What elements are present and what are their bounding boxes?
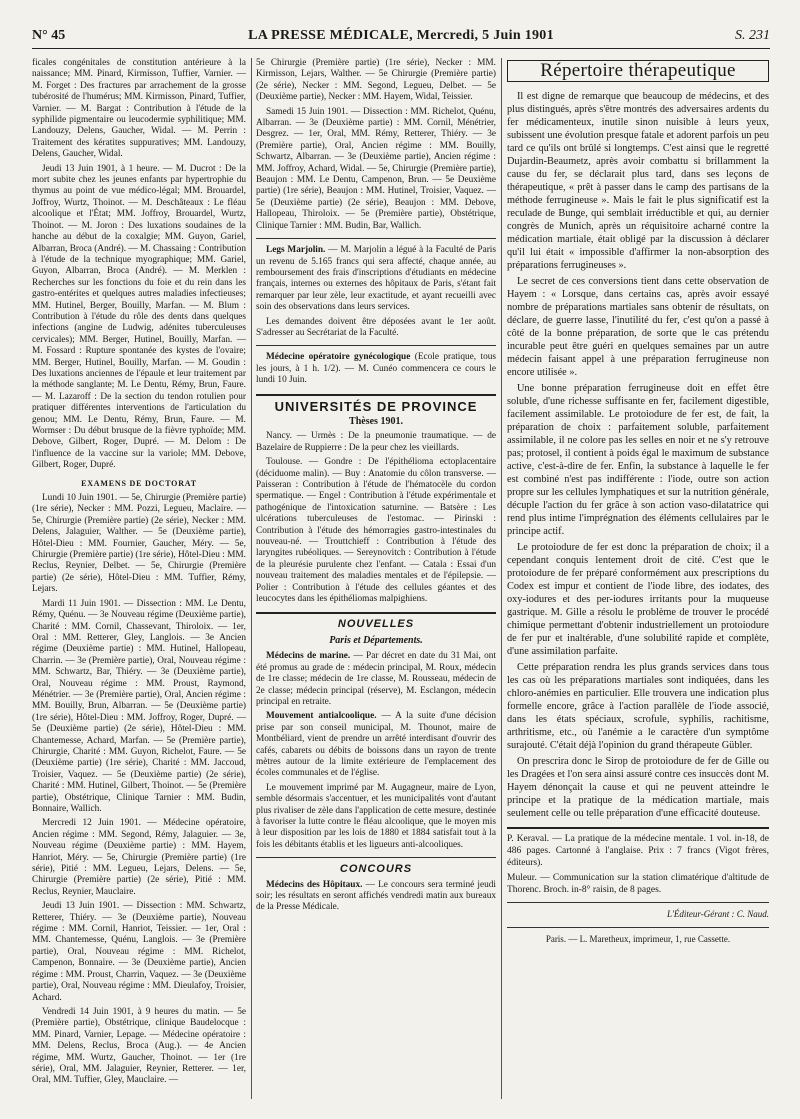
repertoire-para-5: Cette préparation rendra les plus grands services dans tous les cas où les préparations martiales sont indiquées, dans les chloro-anémies en particulier. Elle trouvera une indication plus formelle encore, grâce à l'action parallèle de l'iode associé, dans les états spéciaux, scrofule, syphilis, rachitisme, arthritisme, etc., où l'anémie a le caractère d'un symptôme surajouté. C'était déjà l'opinion du grand thérapeute Gübler. [507, 662, 769, 752]
concours-title: Médecins des Hôpitaux. [266, 879, 363, 890]
nouvelles-heading: NOUVELLES [337, 618, 415, 631]
column-1 [32, 58, 246, 1111]
editor-signature: L'Éditeur-Gérant : C. Naud. [667, 909, 769, 920]
divider [507, 902, 769, 903]
repertoire-para-4: Le protoiodure de fer est donc la préparation de choix; il a cependant conquis lentement droit de cité. C'est que le protoiodure de fer préparé conformément aux prescriptions du Codex est impur et contient de l'iode libre, des iodates, des oxy-iodures et des per-iodures irritants pour la muqueuse gastrique. M. Gille a résolu le problème de trouver le procédé chimique permettant d'obtenir industriellement un protoiodure de fer pur et inaltérable, d'une solubilité rapide et complète, d'une assimilation parfaite. [507, 542, 769, 658]
theses-list-continued: ficales congénitales de constitution antérieure à la naissance; MM. Pinard, Kirmisson, Tuffier, Varnier. — M. Forget : Des fractures par arrachement de la grosse tubérosité de l'humérus; MM. Kirmisson, Pinard, Tuffier, Varnier. — M. Bargat : Contribution à l'étude de la syphilide pigmentaire ou leucodermie syphilitique; MM. Landouzy, Delens, Gaucher, Widal. — M. Perrin : Traitement des kératites suppuratives; MM. Landouzy, Delens, Gaucher, Widal. [32, 58, 246, 160]
medop-title: Médecine opératoire gynécologique [266, 352, 411, 363]
divider [507, 827, 769, 829]
exam-monday: Lundi 10 Juin 1901. — 5e, Chirurgie (Première partie) (1re série), Necker : MM. Pozzi, Legueu, Maclaire. — 5e, Chirurgie (Première partie) (2e série), Necker : MM. Delens, Jalaguier, Walther. — 5e (Deuxième partie), Hôtel-Dieu : MM. Fournier, Gaucher, Méry. — 5e, Chirurgie (Première partie) (1re série), Hôtel-Dieu : MM. Reclus, Reynier, Delbet. — 5e, Chirurgie (Première partie) (2e série), Hôtel-Dieu : MM. Tuffier, Rémy, Lejars. [32, 493, 246, 595]
page-header [32, 24, 770, 49]
news-marine-title: Médecins de marine. [266, 651, 351, 662]
legs-title: Legs Marjolin. [266, 245, 326, 256]
repertoire-title: Répertoire thérapeutique [507, 60, 769, 82]
column-divider-1 [251, 58, 252, 1099]
journal-title: LA PRESSE MÉDICALE, Mercredi, 5 Juin 1901 [248, 28, 554, 43]
exam-wednesday: Mercredi 12 Juin 1901. — Médecine opératoire, Ancien régime : MM. Segond, Rémy, Jalaguier. — 3e, Nouveau régime (Deuxième partie) : MM. Hayem, Hanriot, Méry. — 5e, Chirurgie (Première partie) (1re série), Pitié : MM. Legueu, Lejars, Delens. — 5e, Chirurgie (Première partie) (2e série), Pitié : MM. Reclus, Reynier, Mauclaire. [32, 818, 246, 897]
column-divider-2 [501, 58, 502, 1099]
exam-friday: Vendredi 14 Juin 1901, à 9 heures du matin. — 5e (Première partie), Obstétrique, clinique Baudelocque : MM. Pinard, Varnier, Lepage. — Médecine opératoire : MM. Delens, Reclus, Broca (Aug.). — 4e Ancien régime, MM. Wurtz, Gaucher, Thoinot. — 1er (1re série), Oral, MM. Jalaguier, Reynier, Retterer. — 1er, Oral, MM. Tuffier, Gley, Mauclaire. — [32, 1006, 246, 1086]
theses-heading: Thèses 1901. [349, 415, 403, 427]
column-2 [256, 58, 496, 1111]
divider [256, 238, 496, 239]
medop-text: (Ecole pratique, tous les jours, à 1 h. 1/2). — M. Cunéo commencera ce cours le lundi 10 Juin. [256, 352, 496, 386]
bibliography-muleur: Muleur. — Communication sur la station climatérique d'altitude de Thorenc. Broch. in-8° raisin, de 8 pages. [507, 873, 769, 895]
page-number: S. 231 [735, 28, 770, 43]
exam-continued: 5e Chirurgie (Première partie) (1re série), Necker : MM. Kirmisson, Lejars, Walther. — 5e Chirurgie (Première partie) (2e série), Necker : MM. Segond, Legueu, Delbet. — 5e (Deuxième partie), Necker : MM. Hayem, Widal, Teissier. [256, 58, 496, 103]
universites-heading: UNIVERSITÉS DE PROVINCE [274, 398, 478, 414]
news-marine-text: — Par décret en date du 31 Mai, ont été promus au grade de : médecin principal, M. Roux, médecin de 1re classe; médecin de 1re classe, M. Rousseau, médecin de 2e classe; médecin principal (réserve), M. Esclangon, médecin principal en retraite. [256, 651, 496, 707]
concours-hopitaux [256, 880, 496, 914]
column-3 [507, 58, 769, 1111]
exam-saturday: Samedi 15 Juin 1901. — Dissection : MM. Richelot, Quénu, Albarran. — 3e (Deuxième partie) : MM. Cornil, Ménétrier, Desgrez. — 1er, Oral, MM. Rémy, Retterer, Thiéry. — 3e (Première partie), Oral, Ancien régime : MM. Bouilly, Schwartz, Albarran. — 3e (Deuxième partie), Ancien régime : MM. Joffroy, Achard, Widal. — 5e, Chirurgie (Première partie), Beaujon : MM. Le Dentu, Campenon, Brun. — 5e Deuxième partie) (1re série), Beaujon : MM. Hutinel, Troisier, Vaquez. — 5e (Deuxième partie) (2e série), Beaujon : MM. Debove, Hallopeau, Thiroloix. — 5e (Première partie), Obstétrique, Clinique Tarnier : MM. Budin, Bar, Wallich. [256, 106, 496, 231]
legs-text: — M. Marjolin a légué à la Faculté de Paris un revenu de 5.165 francs qui sera affecté, chaque année, au remboursement des frais d'inscriptions d'étudiants en médecine français, internes ou externes des hôpitaux de Paris, s'étant fait remarquer par leur zèle, leur exactitude, et ayant recueilli avec soin des observations dans leurs services. [256, 245, 496, 313]
concours-text: — Le concours sera terminé jeudi soir; les résultats en seront affichés vendredi matin aux bureaux de la Presse Médicale. [256, 879, 496, 913]
theses-nancy: Nancy. — Urmès : De la pneumonie traumatique. — de Bazelaire de Ruppierre : De la peur chez les vieillards. [256, 431, 496, 453]
divider [256, 394, 496, 396]
divider [256, 345, 496, 346]
exam-section-title: EXAMENS DE DOCTORAT [81, 478, 197, 488]
divider [256, 857, 496, 858]
repertoire-para-6: On prescrira donc le Sirop de protoiodure de fer de Gille ou les Dragées et l'on sera ainsi assuré contre ces insuccès dont M. Hayem dénonçait la cause et qui ne peuvent atteindre le principe et la pratique de la médication martiale, mais seulement celle ou telle préparation d'une efficacité douteuse. [507, 756, 769, 820]
exam-thursday: Jeudi 13 Juin 1901. — Dissection : MM. Schwartz, Retterer, Thiéry. — 3e (Deuxième partie), Nouveau régime : MM. Cornil, Hanriot, Teissier. — 1er, Oral : MM. Chantemesse, Quénu, Langlois. — 3e (Première partie), Oral, Nouveau régime : MM. Richelot, Campenon, Bonnaire. — 3e (Deuxième partie), Ancien régime : MM. Proust, Charrin, Vaquez. — 3e (Deuxième partie), Oral, Nouveau régime : MM. Dieulafoy, Troisier, Achard. [32, 901, 246, 1003]
repertoire-para-3: Une bonne préparation ferrugineuse doit en effet être soluble, d'une richesse suffisante en fer, facilement digestible, facilement assimilable. Le protoiodure de fer est, de fait, la préparation de choix : parfaitement soluble, parfaitement assimilable, il ne colore pas les selles en noir et ne s'y retrouve pas; protosel, il contient à poids égal le maximum de substance active, c'est-à-dire de fer. Enfin, la substance à laquelle le fer est combiné n'est pas indifférente : l'iode, outre son action propre sur les cellules lymphatiques et sur la nutrition générale, décuple l'action du fer grâce à son action vaso-dilatatrice qui rend plus intime l'imprégnation des éléments cellulaires par le principe actif. [507, 383, 769, 538]
theses-thursday: Jeudi 13 Juin 1901, à 1 heure. — M. Ducrot : De la mort subite chez les jeunes enfants par hypertrophie du thymus au point de vue médico-légal; MM. Brouardel, Joffroy, Wurtz, Thoinot. — M. Deschâteaux : Le fléau alcoolique et l'État; MM. Joffroy, Brouardel, Wurtz, Thoinot. — M. Joron : Des luxations soudaines de la hanche au début de la coxalgie; MM. Guyon, Gariel, Albarran, Broca (André). — M. Chassaing : Contribution à l'étude de la technique myographique; MM. Gariel, Guyon, Albarran, Broca (André). — M. Merklen : Recherches sur les fonctions du foie et du rein dans les gastro-entérites et quelques autres maladies infectieuses; MM. Hutinel, Berger, Bouilly, Marfan. — M. Blum : Contribution à l'étude du rôle des dents dans quelques infections (angine de Ludwig, adénites tuberculeuses cervicales); MM. Berger, Hutinel, Bouilly, Marfan. — M. Fossard : Rupture spontanée des kystes de l'ovaire; MM. Berger, Hutinel, Bouilly, Marfan. — M. Goudin : Des luxations anciennes de l'épaule et leur traitement par la méthode sanglante; M. Le Dentu, Rémy, Brun, Faure. — M. Lazaroff : De la section du tendon rotulien pour pratiquer différentes interventions de l'articulation du genou; MM. Le Dentu, Rémy, Brun, Faure. — M. Wormser : Du début brusque de la fièvre typhoïde; MM. Debove, Gilbert, Roger, Dupré. — M. Delom : De l'influence de la vaccine sur la variole; MM. Debove, Gilbert, Roger, Dupré. [32, 163, 246, 471]
exam-tuesday: Mardi 11 Juin 1901. — Dissection : MM. Le Dentu, Rémy, Quénu. — 3e Nouveau régime (Deuxième partie), Charité : MM. Cornil, Chassevant, Thiroloix. — 1er, Oral : MM. Retterer, Gley, Langlois. — 3e Ancien régime (Deuxième partie) : MM. Hutinel, Hallopeau, Charrin. — 3e (Première partie), Oral, Nouveau régime : MM. Schwartz, Bar, Thiéry. — 3e (Deuxième partie), Oral, Nouveau régime : MM. Proust, Raymond, Ménétrier. — 3e (Première partie), Oral, Ancien régime : MM. Bouilly, Brun, Albarran. — 5e (Deuxième partie) (1re série), Hôtel-Dieu : MM. Joffroy, Roger, Dupré. — 5e (Deuxième partie) (2e série), Hôtel-Dieu : MM. Chantemesse, Achard, Marfan. — 5e (Première partie), Chirurgie, Charité : MM. Guyon, Richelot, Faure. — 5e (Deuxième partie) (1re série), Charité : MM. Jaccoud, Troisier, Vaquez. — 5e (Deuxième partie) (2e série), Charité : MM. Hutinel, Gilbert, Thoinot. — 5e (Première partie), Obstétrique, Clinique Tarnier : MM. Budin, Bonnaire, Wallich. [32, 598, 246, 814]
repertoire-para-1: Il est digne de remarque que beaucoup de médecins, et des plus distingués, après s'être montrés des adversaires ardents du fer médicamenteux, inutile sinon nuisible à leurs yeux, subissent une évolution presque fatale et adorent parfois un peu tard ce qu'ils ont brûlé si longtemps. C'est ainsi que le regretté Dujardin-Beaumetz, après avoir combattu si brillamment la cause du fer, se déclarait plus tard, dans ses leçons de thérapeutique, « prêt à passer dans le camp des partisans de la méthode ferrugineuse ». Mais le fait le plus significatif est la reculade de Bunge, qui semblait irréductible et qui, au dernier congrès de Munich, après un réquisitoire acharné contre la médication martiale, était obligé par la discussion à déclarer qu'il lui était « impossible d'affirmer la non-absorption des préparations ferrugineuses ». [507, 91, 769, 272]
news-antialcool-2: Le mouvement imprimé par M. Augagneur, maire de Lyon, semble désormais s'accentuer, et les municipalités vont d'autant plus rivaliser de zèle dans l'application de cette mesure, destinée à favoriser la lutte contre le fléau alcoolique, que le moyen mis à leur disposition par les lois de 1880 et 1884 satisfait tout à la fois les débitants établis et les ligueurs anti-alcooliques. [256, 782, 496, 850]
news-marine [256, 651, 496, 708]
bibliography-keraval: P. Keraval. — La pratique de la médecine mentale. 1 vol. in-18, de 486 pages. Cartonné à l'anglaise. Prix : 7 francs (Vigot frères, éditeurs). [507, 834, 769, 868]
news-antialcool-title: Mouvement antialcoolique. [266, 711, 377, 722]
printer-line: Paris. — L. Maretheux, imprimeur, 1, rue Cassette. [545, 933, 731, 944]
divider [507, 927, 769, 928]
news-antialcool [256, 711, 496, 779]
theses-toulouse: Toulouse. — Gondre : De l'épithélioma ectoplacentaire (déciduome malin). — Buy : Anatomie du côlon transverse. — Paisseran : Contribution à l'étude de l'hématocèle du cordon spermatique. — Engel : Contribution à l'étude expérimentale et pathogénique de l'intoxication saturnine. — Batsère : Les ulcérations tuberculeuses de l'estomac. — Pirinski : Contribution à l'étude des hémorragies gastro-intestinales du nouveau-né. — Trouttchieff : Contribution à l'étude des laryngites rubéoliques. — Sereynovitch : Contribution à l'étude de la pleurésie purulente chez l'enfant. — Catala : Essai d'un nouveau traitement des maladies mentales et de l'épilepsie. — Polier : Contribution à l'étude des cellules géantes et des leucocytes dans les épithéliomas malpighiens. [256, 457, 496, 605]
medecine-operatoire [256, 352, 496, 386]
paris-heading: Paris et Départements. [329, 634, 423, 646]
repertoire-para-2: Le secret de ces conversions tient dans cette observation de Hayem : « Lorsque, dans certains cas, après avoir essayé nombre de préparations martiales sans obtenir de résultats, on déclare, de guerre lasse, l'inutilité du fer, c'est qu'on a passé à côté de la bonne préparation, de sorte que le cas prétendu incurable peut être guéri en quelques semaines par un autre médecin faisant appel à une préparation ferrugineuse non encore utilisée ». [507, 276, 769, 379]
legs-marjolin [256, 245, 496, 313]
issue-number: N° 45 [32, 28, 66, 43]
news-antialcool-text: — A la suite d'une décision prise par son conseil municipal, M. Thounot, maire de Montbéliard, vient de prendre un arrêté interdisant d'ouvrir des cafés, cabarets ou débits de boissons dans un rayon de trente mètres autour de la limite extérieure de l'emplacement des écoles communales et de l'église. [256, 711, 496, 779]
legs-marjolin-2: Les demandes doivent être déposées avant le 1er août. S'adresser au Secrétariat de la Faculté. [256, 316, 496, 338]
concours-heading: CONCOURS [339, 863, 413, 876]
divider [256, 612, 496, 614]
